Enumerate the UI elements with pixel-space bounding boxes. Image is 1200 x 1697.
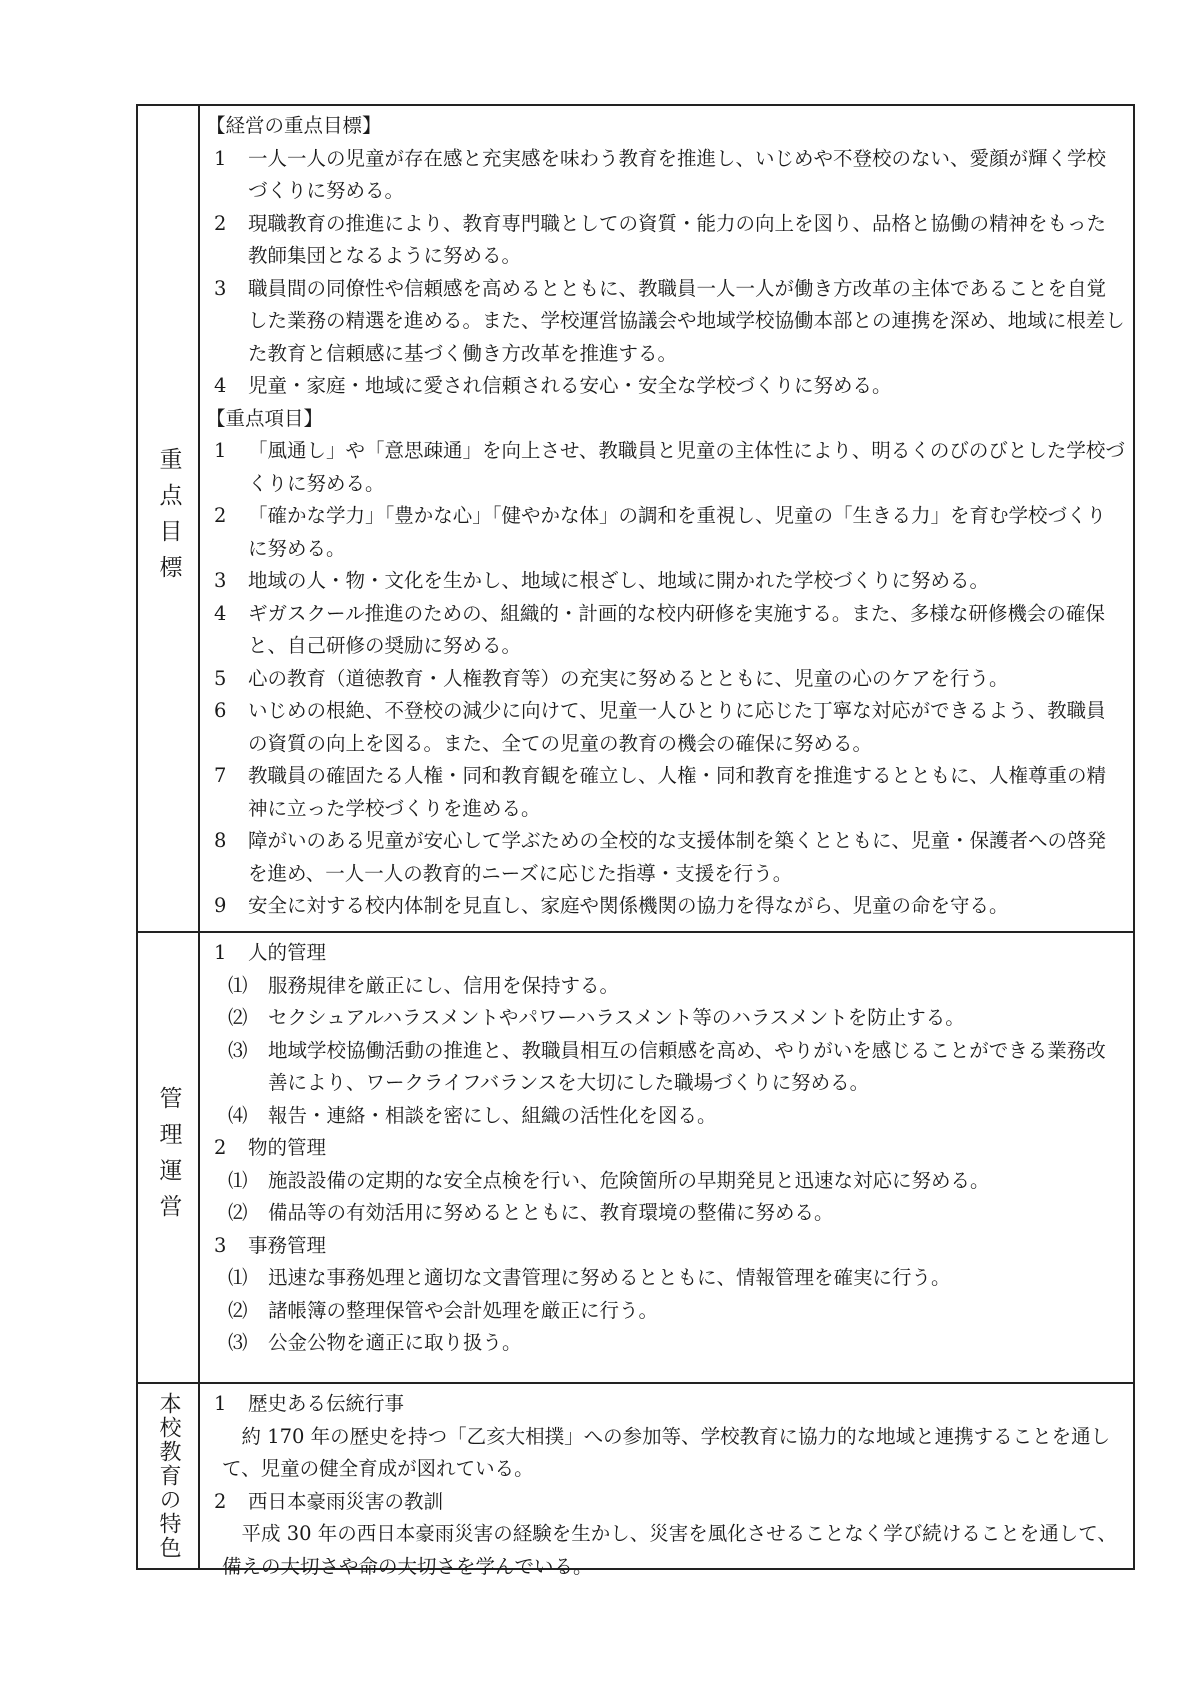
item-text: 地域の人・物・文化を生かし、地域に根ざし、地域に開かれた学校づくりに努める。 [248,569,990,592]
sub-item [214,1197,1125,1230]
item-number: 8 [214,829,227,852]
item-number: 1 [214,1392,227,1415]
section-management [138,931,1133,1382]
item-number: 1 [214,439,227,462]
sub-text: セクシュアルハラスメントやパワーハラスメント等のハラスメントを防止する。 [268,1006,965,1029]
sub-text: 施設設備の定期的な安全点検を行い、危険箇所の早期発見と迅速な対応に努める。 [268,1168,990,1192]
item-number: 9 [214,894,227,917]
section-label: 重点目標 [155,446,182,591]
management-group [214,1230,1125,1263]
sub-number: ⑵ [228,1201,248,1224]
item-number: 2 [214,504,227,527]
sub-text: 諸帳簿の整理保管や会計処理を厳正に行う。 [268,1298,659,1322]
management-group [214,1132,1125,1165]
section-content [200,106,1133,931]
objective-item [214,143,1125,208]
sub-item [214,1165,1125,1198]
sub-number: ⑶ [228,1331,248,1354]
section-goals [138,106,1133,931]
group-title: 人的管理 [248,941,327,964]
item-text: 「確かな学力」「豊かな心」「健やかな体」の調和を重視し、児童の「生きる力」を育む学校づくりに努める。 [248,504,1107,560]
document-table [136,104,1135,1578]
sub-number: ⑴ [228,1168,248,1192]
feature-item [214,1486,1125,1519]
priority-item [214,565,1125,598]
group-title: 物的管理 [248,1136,327,1159]
feature-title: 西日本豪雨災害の教訓 [248,1489,444,1513]
item-text: 児童・家庭・地域に愛され信頼される安心・安全な学校づくりに努める。 [248,374,892,397]
item-number: 3 [214,276,227,300]
sub-item [214,1295,1125,1328]
priority-item [214,825,1125,890]
section-heading: 【経営の重点目標】 [206,114,382,137]
item-text: 「風通し」や「意思疎通」を向上させ、教職員と児童の主体性により、明るくのびのびとした学校づくりに努める。 [248,439,1125,495]
section-heading: 【重点項目】 [206,406,324,430]
item-text: 安全に対する校内体制を見直し、家庭や関係機関の協力を得ながら、児童の命を守る。 [248,894,1009,917]
item-number: 3 [214,569,227,592]
item-number: 1 [214,941,227,964]
priority-item [214,598,1125,663]
section-content [200,933,1133,1382]
sub-text: 報告・連絡・相談を密にし、組織の活性化を図る。 [268,1103,717,1127]
item-text: 職員間の同僚性や信頼感を高めるとともに、教職員一人一人が働き方改革の主体であることを自覚した業務の精選を進める。また、学校運営協議会や地域学校協働本部との連携を深め、地域に根差した教育と信頼感に基づく働き方改革を推進する。 [248,276,1125,365]
sub-number: ⑵ [228,1006,248,1029]
item-number: 2 [214,1489,227,1513]
item-number: 7 [214,764,227,787]
section-label: 本校教育の特色 [156,1392,181,1560]
sub-item [214,1327,1125,1360]
sub-text: 服務規律を厳正にし、信用を保持する。 [268,973,620,997]
priority-item [214,760,1125,825]
item-text: 現職教育の推進により、教育専門職としての資質・能力の向上を図り、品格と協働の精神をもった教師集団となるように努める。 [248,211,1107,267]
item-text: 教職員の確固たる人権・同和教育観を確立し、人権・同和教育を推進するとともに、人権尊重の精神に立った学校づくりを進める。 [248,764,1107,820]
sub-text: 備品等の有効活用に努めるとともに、教育環境の整備に努める。 [268,1201,834,1224]
sub-text: 公金公物を適正に取り扱う。 [268,1331,522,1354]
item-number: 3 [214,1233,227,1257]
sub-item [214,1035,1125,1100]
item-number: 2 [214,211,227,235]
priority-item [214,695,1125,760]
feature-text: 平成 30 年の西日本豪雨災害の経験を生かし、災害を風化させることなく学び続けることを通して、備えの大切さや命の大切さを学んでいる。 [222,1522,1117,1578]
item-text: いじめの根絶、不登校の減少に向けて、児童一人ひとりに応じた丁寧な対応ができるよう、教職員の資質の向上を図る。また、全ての児童の教育の機会の確保に努める。 [248,699,1106,755]
item-number: 4 [214,374,227,397]
sub-number: ⑶ [228,1038,248,1062]
sub-number: ⑴ [228,1266,248,1289]
item-text: 心の教育（道徳教育・人権教育等）の充実に努めるとともに、児童の心のケアを行う。 [248,666,1009,690]
section-content [200,1384,1133,1578]
item-number: 2 [214,1136,227,1159]
sub-item [214,1100,1125,1133]
section-label-cell [138,106,200,931]
sub-item [214,1262,1125,1295]
section-label-cell [138,933,200,1382]
item-text: 一人一人の児童が存在感と充実感を味わう教育を推進し、いじめや不登校のない、愛顔が輝く学校づくりに努める。 [248,146,1107,202]
group-title: 事務管理 [248,1233,327,1257]
section-label-cell [138,1384,200,1568]
objective-item [214,273,1125,371]
objective-item [214,370,1125,403]
section-label: 管理運営 [155,1085,182,1230]
sub-item [214,970,1125,1003]
item-text: ギガスクール推進のための、組織的・計画的な校内研修を実施する。また、多様な研修機会の確保と、自己研修の奨励に努める。 [248,601,1105,657]
section-features [138,1382,1133,1578]
feature-title: 歴史ある伝統行事 [248,1392,405,1415]
objective-item [214,208,1125,273]
sub-item [214,1002,1125,1035]
item-number: 4 [214,601,227,625]
sub-number: ⑵ [228,1298,248,1322]
sub-number: ⑷ [228,1103,248,1127]
item-number: 5 [214,666,227,690]
priority-item [214,435,1125,500]
feature-text: 約 170 年の歴史を持つ「乙亥大相撲」への参加等、学校教育に協力的な地域と連携することを通して、児童の健全育成が図れている。 [222,1424,1111,1480]
sub-number: ⑴ [228,973,248,997]
feature-item [214,1388,1125,1421]
sub-text: 迅速な事務処理と適切な文書管理に努めるとともに、情報管理を確実に行う。 [268,1266,951,1289]
priority-item [214,663,1125,696]
management-group [214,937,1125,970]
priority-item [214,890,1125,923]
item-text: 障がいのある児童が安心して学ぶための全校的な支援体制を築くとともに、児童・保護者への啓発を進め、一人一人の教育的ニーズに応じた指導・支援を行う。 [248,829,1107,885]
sub-text: 地域学校協働活動の推進と、教職員相互の信頼感を高め、やりがいを感じることができる業務改善により、ワークライフバランスを大切にした職場づくりに努める。 [268,1038,1106,1094]
item-number: 1 [214,146,227,170]
item-number: 6 [214,699,227,722]
priority-item [214,500,1125,565]
